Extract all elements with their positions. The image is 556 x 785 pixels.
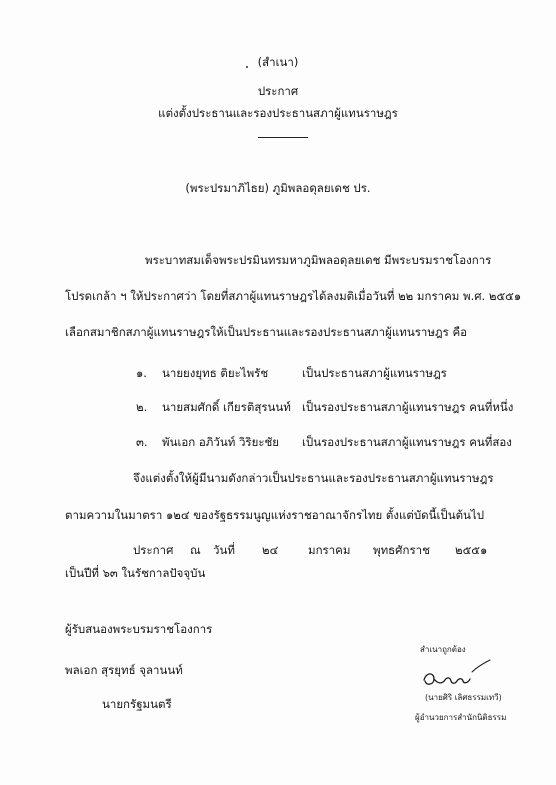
date-day: ๒๔ bbox=[262, 543, 279, 557]
countersign-heading: ผู้รับสนองพระบรมราชโองการ bbox=[65, 622, 213, 636]
appointee-position: เป็นรองประธานสภาผู้แทนราษฎร คนที่หนึ่ง bbox=[302, 400, 514, 414]
certification-label: สำเนาถูกต้อง bbox=[420, 645, 466, 654]
body-paragraph-line-2: โปรดเกล้า ฯ ให้ประกาศว่า โดยที่สภาผู้แทนราษฎรได้ลงมติเมื่อวันที่ ๒๒ มกราคม พ.ศ. ๒๕๕๑ bbox=[65, 289, 522, 303]
date-at: ณ bbox=[190, 543, 201, 557]
copy-mark: (สำเนา) bbox=[257, 55, 299, 69]
appointee-name: พันเอก อภิวันท์ วิริยะชัย bbox=[162, 435, 280, 449]
countersigner-name: พลเอก สุรยุทธ์ จุลานนท์ bbox=[65, 663, 183, 677]
date-era-label: พุทธศักราช bbox=[373, 543, 430, 557]
appointee-number: ๑. bbox=[136, 366, 147, 380]
date-month: มกราคม bbox=[308, 543, 351, 557]
appointee-position: เป็นประธานสภาผู้แทนราษฎร bbox=[302, 366, 447, 380]
certifier-name: (นายศิริ เลิศธรรมเทวี) bbox=[425, 693, 502, 702]
body-paragraph-line-3: เลือกสมาชิกสภาผู้แทนราษฎรให้เป็นประธานและรองประธานสภาผู้แทนราษฎร คือ bbox=[65, 325, 468, 339]
appointee-name: นายยงยุทธ ติยะไพรัช bbox=[162, 366, 269, 380]
body-paragraph-line-5: ตามความในมาตรา ๑๒๔ ของรัฐธรรมนูญแห่งราชอาณาจักรไทย ตั้งแต่บัดนี้เป็นต้นไป bbox=[65, 508, 484, 522]
appointee-number: ๒. bbox=[136, 400, 148, 414]
date-day-label: วันที่ bbox=[213, 543, 235, 557]
document-type: ประกาศ bbox=[257, 84, 299, 98]
title-divider bbox=[258, 137, 308, 138]
appointee-name: นายสมศักดิ์ เกียรติสุรนนท์ bbox=[162, 400, 291, 414]
appointee-number: ๓. bbox=[136, 435, 148, 449]
document-subject: แต่งตั้งประธานและรองประธานสภาผู้แทนราษฎร bbox=[158, 106, 398, 120]
royal-command-line: (พระปรมาภิไธย) ภูมิพลอดุลยเดช ปร. bbox=[185, 181, 371, 195]
date-label: ประกาศ bbox=[133, 543, 174, 557]
body-paragraph-line-4: จึงแต่งตั้งให้ผู้มีนามดังกล่าวเป็นประธานและรองประธานสภาผู้แทนราษฎร bbox=[133, 471, 494, 485]
certifier-title: ผู้อำนวยการสำนักนิติธรรม bbox=[415, 713, 507, 722]
reign-year-line: เป็นปีที่ ๖๓ ในรัชกาลปัจจุบัน bbox=[65, 566, 206, 580]
appointee-position: เป็นรองประธานสภาผู้แทนราษฎร คนที่สอง bbox=[302, 435, 512, 449]
date-year: ๒๕๕๑ bbox=[455, 543, 488, 557]
countersigner-title: นายกรัฐมนตรี bbox=[102, 697, 172, 711]
body-paragraph-line-1: พระบาทสมเด็จพระปรมินทรมหาภูมิพลอดุลยเดช มีพระบรมราชโองการ bbox=[145, 253, 492, 267]
handwritten-signature bbox=[420, 658, 510, 698]
